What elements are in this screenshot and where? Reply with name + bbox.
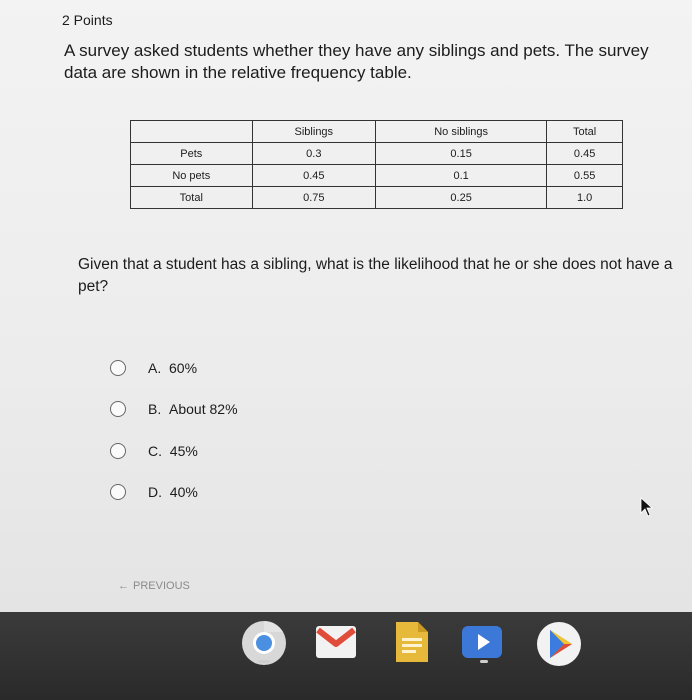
table-row [131,143,623,165]
table-header-cell: No siblings [376,121,547,143]
choice-text: About 82% [169,401,238,417]
table-header-cell: Siblings [252,121,375,143]
table-cell: 0.75 [252,187,375,209]
table-cell: Total [131,187,253,209]
points-label: 2 Points [62,12,113,28]
submit-button[interactable]: SUBMIT [602,544,647,556]
active-app-indicator [480,660,488,663]
docs-icon[interactable] [394,620,430,664]
table-cell: 0.15 [376,143,547,165]
choice-text: 45% [169,443,198,459]
table-cell: 0.55 [547,165,623,187]
table-row [131,165,623,187]
radio-button[interactable] [110,484,126,500]
table-cell: 0.25 [376,187,547,209]
table-cell: 0.45 [547,143,623,165]
choice-letter: B. [148,401,162,417]
table-header-cell [131,121,253,143]
radio-button[interactable] [110,443,126,459]
previous-button[interactable] [118,580,190,592]
radio-button[interactable] [110,360,126,376]
table-header-row [131,121,623,143]
play-store-icon[interactable] [534,619,584,669]
table-cell: 0.45 [252,165,375,187]
table-cell: 1.0 [547,187,623,209]
choice-d[interactable] [110,484,198,500]
active-app-indicator [258,660,270,663]
choice-text: 60% [169,360,198,376]
choice-letter: C. [148,443,162,459]
choice-c[interactable] [110,443,198,459]
relative-frequency-table [130,120,623,209]
choice-a[interactable] [110,360,197,376]
table-row [131,187,623,209]
radio-button[interactable] [110,401,126,417]
question-prompt: A survey asked students whether they have any siblings and pets. The survey data are shown in the relative frequency table. [64,41,649,82]
previous-label: PREVIOUS [133,580,190,592]
choice-b[interactable] [110,401,238,417]
youtube-icon[interactable] [460,622,504,662]
table-header-cell: Total [547,121,623,143]
table-cell: No pets [131,165,253,187]
table-cell: 0.1 [376,165,547,187]
table-cell: 0.3 [252,143,375,165]
question-text: Given that a student has a sibling, what is the likelihood that he or she does not have a pet? [78,256,673,295]
choice-text: 40% [169,484,198,500]
gmail-icon[interactable] [314,622,358,662]
table-cell: Pets [131,143,253,165]
mouse-cursor-icon [640,497,654,517]
arrow-left-icon: ← [118,580,129,592]
choice-letter: D. [148,484,162,500]
choice-letter: A. [148,360,162,376]
